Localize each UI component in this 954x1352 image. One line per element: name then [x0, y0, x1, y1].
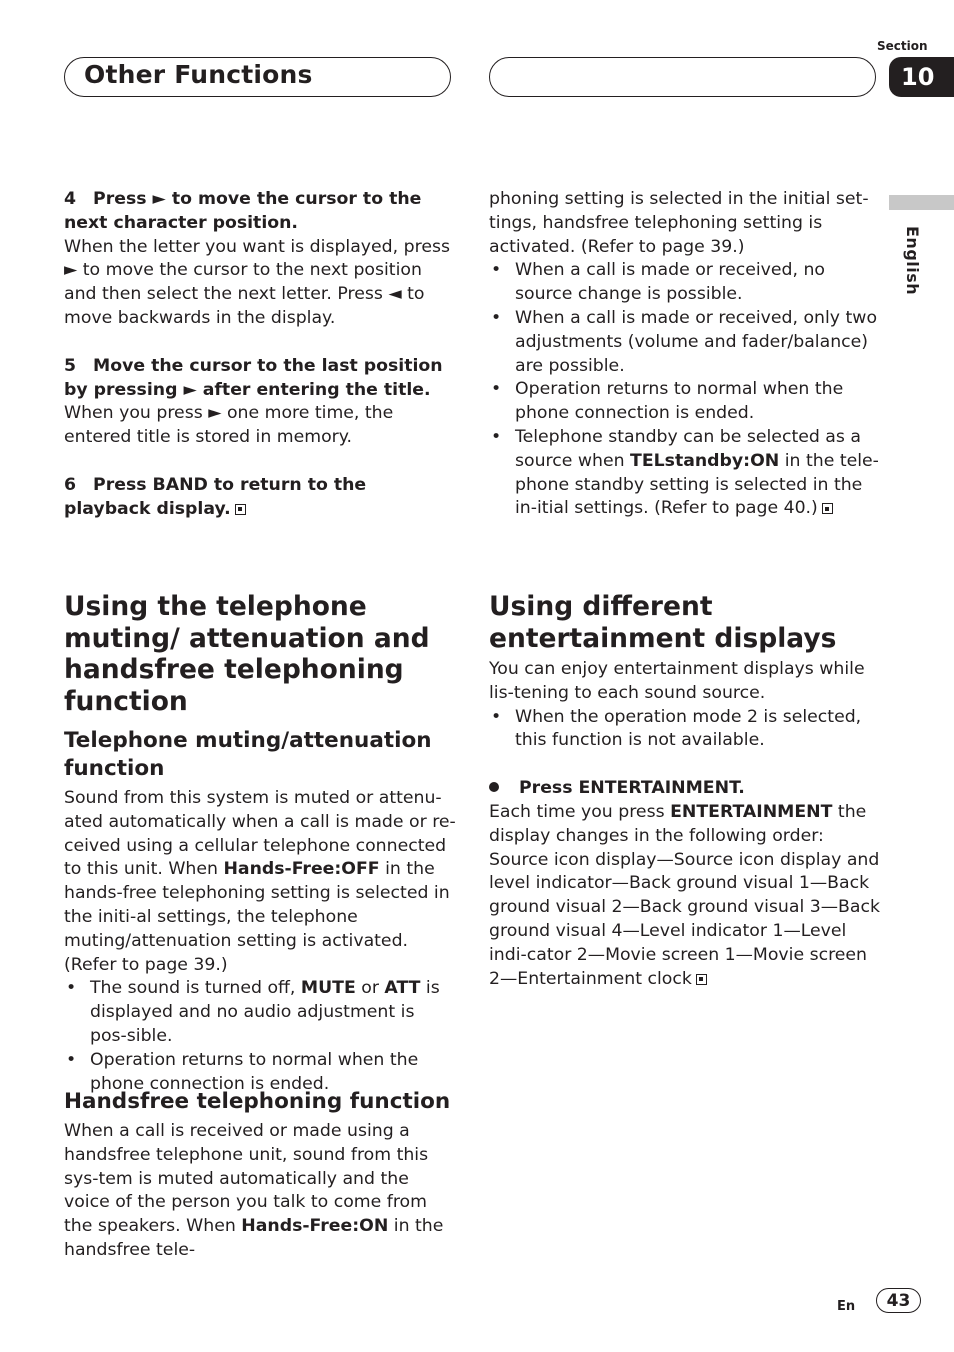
language-label: English [903, 226, 922, 296]
end-mark-icon [822, 503, 833, 514]
muting-paragraph: Sound from this system is muted or attenu-ated automatically when a call is made or re-ceived using a cellular telephone connected to this unit. When Hands-Free:OFF in the hands-free telephoning setting is selected in the initi-al settings, the telephone muting/attenuation setting is activated. (Refer to page 39.) [64, 788, 456, 975]
page-number-badge [876, 1288, 921, 1313]
left-column-lower [64, 591, 456, 1096]
language-tab [889, 195, 954, 210]
step-6-title: 6 Press BAND to return to the playback display. [64, 474, 367, 519]
left-column-handsfree [64, 1088, 456, 1263]
footer-language: En [837, 1299, 856, 1314]
page-number: 43 [886, 1290, 911, 1311]
step-4-body: When the letter you want is displayed, press ► to move the cursor to the next position and then select the next letter. Press ◄ to move backwards in the display. [64, 236, 450, 328]
right-column-lower [489, 591, 881, 991]
list-item: • When a call is made or received, no source change is possible. [489, 259, 879, 307]
page-section-title: Other Functions [84, 60, 313, 89]
list-item: • Operation returns to normal when the phone connection is ended. [489, 378, 879, 426]
entertainment-notes [489, 706, 881, 754]
section-number: 10 [901, 63, 935, 91]
section-number-badge [889, 57, 954, 97]
handsfree-continued: phoning setting is selected in the initial set-tings, handsfree telephoning setting is activated. (Refer to page 39.) [489, 189, 869, 257]
section-label: Section [877, 39, 928, 53]
entertainment-paragraph: Each time you press ENTERTAINMENT the display changes in the following order: [489, 801, 867, 846]
right-column-top [489, 188, 879, 521]
subheading-handsfree: Handsfree telephoning function [64, 1089, 451, 1114]
list-item: • Telephone standby can be selected as a source when TELstandby:ON in the tele-phone standby setting is selected in the in-itial settings. (Refer to page 40.) [489, 426, 879, 521]
end-mark-icon [696, 974, 707, 985]
press-entertainment-step: Press ENTERTAINMENT. [489, 777, 881, 801]
end-mark-icon [235, 504, 246, 515]
left-column-top [64, 188, 454, 522]
step-4-title: 4 Press ► to move the cursor to the next character position. [64, 189, 422, 233]
handsfree-notes [489, 259, 879, 521]
muting-notes [64, 977, 456, 1096]
entertainment-order: Source icon display—Source icon display and level indicator—Back ground visual 1—Back ground visual 2—Back ground visual 3—Back ground visual 4—Level indicator 1—Level indi-cator 2—Movie screen 1—Movie screen 2—Entertainment clock [489, 849, 880, 989]
step-dot-icon [489, 782, 499, 792]
list-item: • When a call is made or received, only two adjustments (volume and fader/balance) are possible. [489, 307, 879, 378]
step-5-body: When you press ► one more time, the entered title is stored in memory. [64, 403, 394, 448]
list-item: • Operation returns to normal when the phone connection is ended. [64, 1049, 456, 1097]
handsfree-paragraph: When a call is received or made using a handsfree telephone unit, sound from this sys-tem is muted automatically and the voice of the person you talk to come from the speakers. When Hands-Free:ON in the handsfree tele- [64, 1121, 444, 1260]
header-blank-frame [489, 57, 876, 97]
list-item: • When the operation mode 2 is selected, this function is not available. [489, 706, 881, 754]
entertainment-intro: You can enjoy entertainment displays while lis-tening to each sound source. [489, 659, 865, 703]
heading-telephone-muting: Using the telephone muting/ attenuation and handsfree telephoning function [64, 591, 430, 717]
list-item: • The sound is turned off, MUTE or ATT is displayed and no audio adjustment is pos-sible. [64, 977, 456, 1048]
heading-entertainment-displays: Using different entertainment displays [489, 591, 837, 654]
step-5-title: 5 Move the cursor to the last position by pressing ► after entering the title. [64, 355, 443, 400]
subheading-muting-attenuation: Telephone muting/attenuation function [64, 728, 432, 781]
